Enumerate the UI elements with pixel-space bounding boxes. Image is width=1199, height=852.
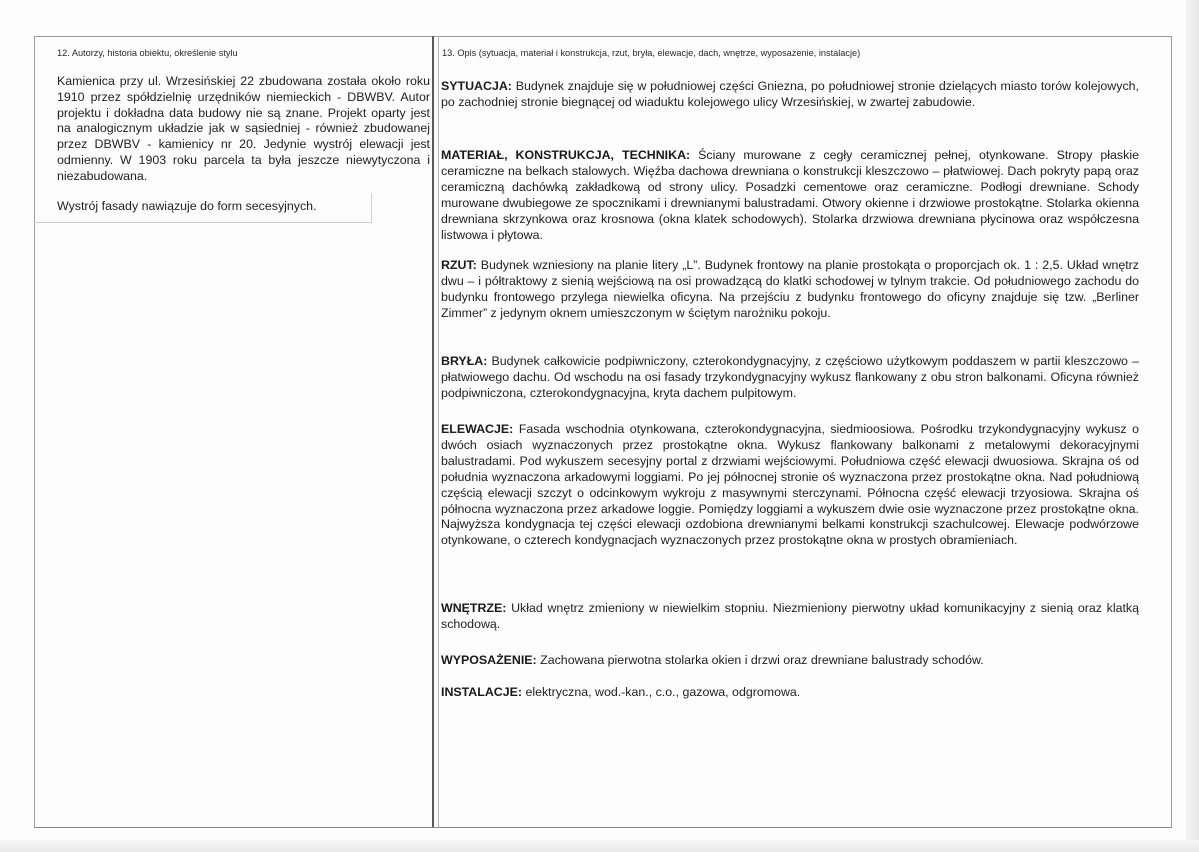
paragraph-wyposazenie — [441, 653, 1139, 669]
column-divider — [432, 36, 434, 828]
style-note: Wystrój fasady nawiązuje do form secesyjnych. — [57, 199, 317, 213]
heading-instalacje: INSTALACJE: — [441, 685, 522, 699]
text-instalacje: elektryczna, wod.-kan., c.o., gazowa, odgromowa. — [525, 685, 801, 699]
scan-edge-bottom — [0, 840, 1199, 852]
text-material: Ściany murowane z cegły ceramicznej pełnej, otynkowane. Stropy płaskie ceramiczne na belkach stalowych. Więźba dachowa drewniana o konstrukcji kleszczowo – płatwiowej. Dach pokryty papą oraz ceramiczną dachówką zakładkową od strony ulicy. Posadzki cementowe oraz ceramiczne. Podłogi drewniane. Schody murowane dwubiegowe ze spocznikami i drewnianymi balustradami. Otwory okienne i drzwiowe prostokątne. Stolarka okienna drewniana skrzynkowa oraz krosnowa (okna klatek schodowych). Stolarka drzwiowa drewniana płycinowa oraz współczesna listwowa i płytowa. — [441, 148, 1139, 242]
text-wnetrze: Układ wnętrz zmieniony w niewielkim stopniu. Niezmieniony pierwotny układ komunikacyjny z sienią oraz klatką schodową. — [441, 601, 1139, 631]
heading-rzut: RZUT: — [441, 258, 477, 272]
paragraph-wnetrze — [441, 601, 1139, 633]
text-wyposazenie: Zachowana pierwotna stolarka okien i drzwi oraz drewniane balustrady schodów. — [540, 653, 984, 667]
text-rzut: Budynek wzniesiony na planie litery „L”. Budynek frontowy na planie prostokąta o proporcjach ok. 1 : 2,5. Układ wnętrz dwu – i półtraktowy z sienią wejściową na osi prowadzącą do klatki schodowej w tylnym trakcie. Od południowego zachodu do budynku frontowego przylega niewielka oficyna. Na przejściu z budynku frontowego do oficyny znajduje się tzw. „Berliner Zimmer” z jedynym oknem umieszczonym w ściętym narożniku pokoju. — [441, 258, 1139, 320]
scan-edge-right — [1186, 0, 1199, 852]
bottom-rule — [34, 827, 1172, 828]
heading-wnetrze: WNĘTRZE: — [441, 601, 507, 615]
text-elewacje: Fasada wschodnia otynkowana, czterokondygnacyjna, siedmioosiowa. Pośrodku trzykondygnacyjny wykusz o dwóch osiach wyznaczonych przez prostokątne okna. Wykusz flankowany balkonami z metalowymi dekoracyjnymi balustradami. Pod wykuszem secesyjny portal z drzwiami wejściowymi. Południowa część elewacji dwuosiowa. Skrajna oś od południa wyznaczona arkadowymi loggiami. Po jej północnej stronie oś wyznaczona przez prostokątne okna. Nad południową częścią elewacji szczyt o odcinkowym wykroju z masywnymi sterczynami. Północna część elewacji trzyosiowa. Skrajna oś północna wyznaczona przez arkadowe loggie. Pomiędzy loggiami a wykuszem dwie osie wyznaczone przez prostokątne okna. Najwyższa kondygnacja tej części elewacji ozdobiona drewnianymi belkami konstrukcji szachulcowej. Elewacje podwórzowe otynkowane, o czterech kondygnacjach wyznaczonych przez prostokątne okna w prostych obramieniach. — [441, 422, 1139, 548]
paragraph-instalacje — [441, 685, 1139, 701]
text-bryla: Budynek całkowicie podpiwniczony, czterokondygnacyjny, z częściowo użytkowym poddaszem w partii kleszczowo – płatwiowego dachu. Od wschodu na osi fasady trzykondygnacyjny wykusz flankowany z obu stron balkonami. Oficyna również podpiwniczona, czterokondygnacyjna, kryta dachem pulpitowym. — [441, 354, 1139, 400]
heading-bryla: BRYŁA: — [441, 354, 488, 368]
paragraph-elewacje — [441, 422, 1139, 549]
paragraph-rzut — [441, 258, 1139, 322]
heading-sytuacja: SYTUACJA: — [441, 79, 512, 93]
heading-wyposazenie: WYPOSAŻENIE: — [441, 653, 537, 667]
column-divider-inner — [438, 36, 439, 828]
heading-material: MATERIAŁ, KONSTRUKCJA, TECHNIKA: — [441, 148, 691, 162]
paragraph-sytuacja — [441, 79, 1139, 111]
history-paragraph: Kamienica przy ul. Wrzesińskiej 22 zbudowana została około roku 1910 przez spółdzielnię urzędników niemieckich - DBWBV. Autor projektu i dokładna data budowy nie są znane. Projekt oparty jest na analogicznym układzie jak w sąsiedniej - również zbudowanej przez DBWBV - kamienicy nr 20. Jedynie wystrój elewacji jest odmienny. W 1903 roku parcela ta była jeszcze niewytyczona i niezabudowana. — [57, 74, 430, 183]
paragraph-material — [441, 148, 1139, 243]
text-sytuacja: Budynek znajduje się w południowej części Gniezna, po południowej stronie dzielących miasto torów kolejowych, po zachodniej stronie biegnącej od wiaduktu kolejowego ulicy Wrzesińskiej, w zwartej zabudowie. — [441, 79, 1139, 109]
paragraph-bryla — [441, 354, 1139, 402]
section-label-history: 12. Autorzy, historia obiektu, określenie stylu — [57, 48, 238, 58]
heading-elewacje: ELEWACJE: — [441, 422, 514, 436]
section-label-description: 13. Opis (sytuacja, materiał i konstrukcja, rzut, bryła, elewacje, dach, wnętrze, wyposażenie, instalacje) — [442, 48, 861, 58]
